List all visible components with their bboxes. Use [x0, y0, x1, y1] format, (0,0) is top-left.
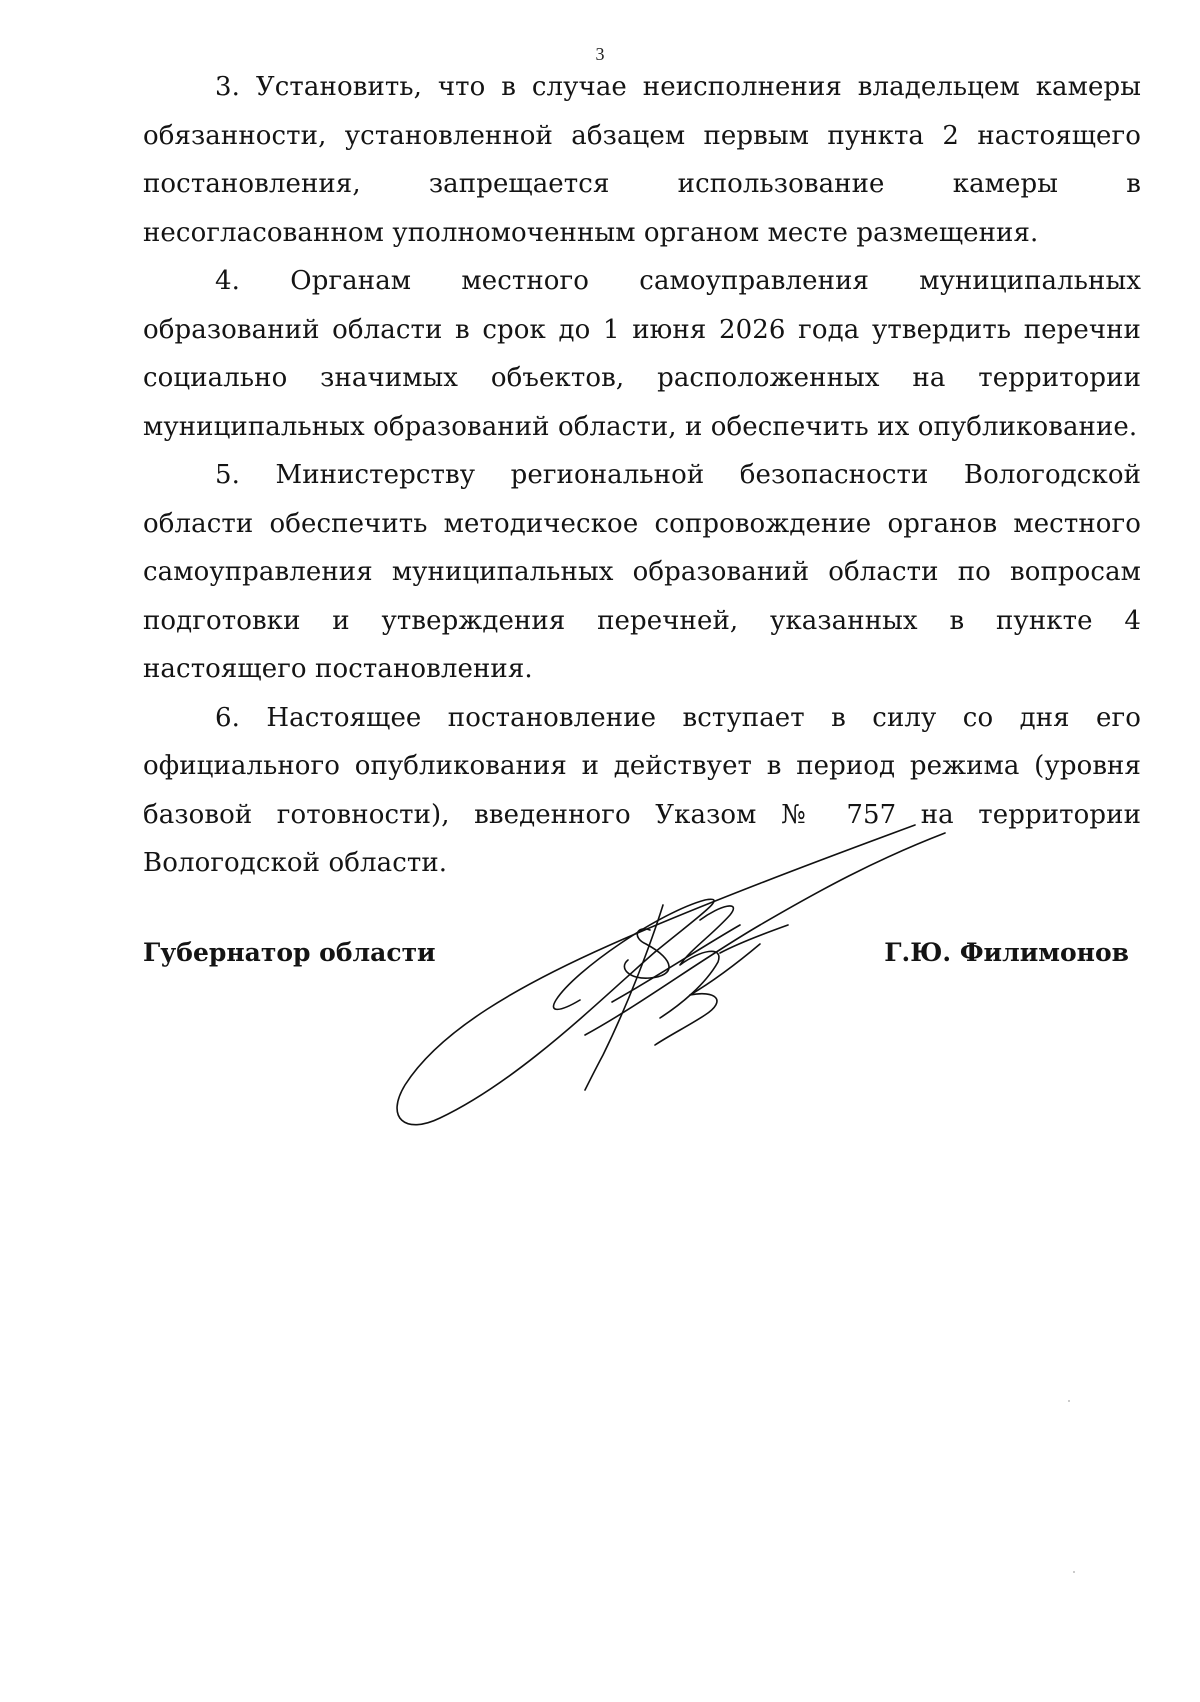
paragraph-6: 6. Настоящее постановление вступает в силу со дня его официального опубликования и действует в период режима (уровня базовой готовности), введенного Указом № 757 на территории Вологодской области. [143, 702, 1141, 878]
signatory-title: Губернатор области [143, 938, 436, 967]
paragraph-5: 5. Министерству региональной безопасности Вологодской области обеспечить методическое сопровождение органов местного самоуправления муниципальных образований области по вопросам подготовки и утверждения перечней, указанных в пункте 4 настоящего постановления. [143, 460, 1141, 684]
paragraph-4: 4. Органам местного самоуправления муниципальных образований области в срок до 1 июня 2026 года утвердить перечни социально значимых объектов, расположенных на территории муниципальных образований области, и обеспечить их опубликование. [143, 266, 1141, 442]
signatory-name: Г.Ю. Филимонов [884, 938, 1129, 967]
scan-speck [1073, 1571, 1075, 1573]
paragraph-3: 3. Установить, что в случае неисполнения владельцем камеры обязанности, установленной абзацем первым пункта 2 настоящего постановления, запрещается использование камеры в несогласованном уполномоченным органом месте размещения. [143, 72, 1141, 248]
page-number: 3 [595, 44, 605, 64]
scan-speck [1068, 1400, 1070, 1402]
